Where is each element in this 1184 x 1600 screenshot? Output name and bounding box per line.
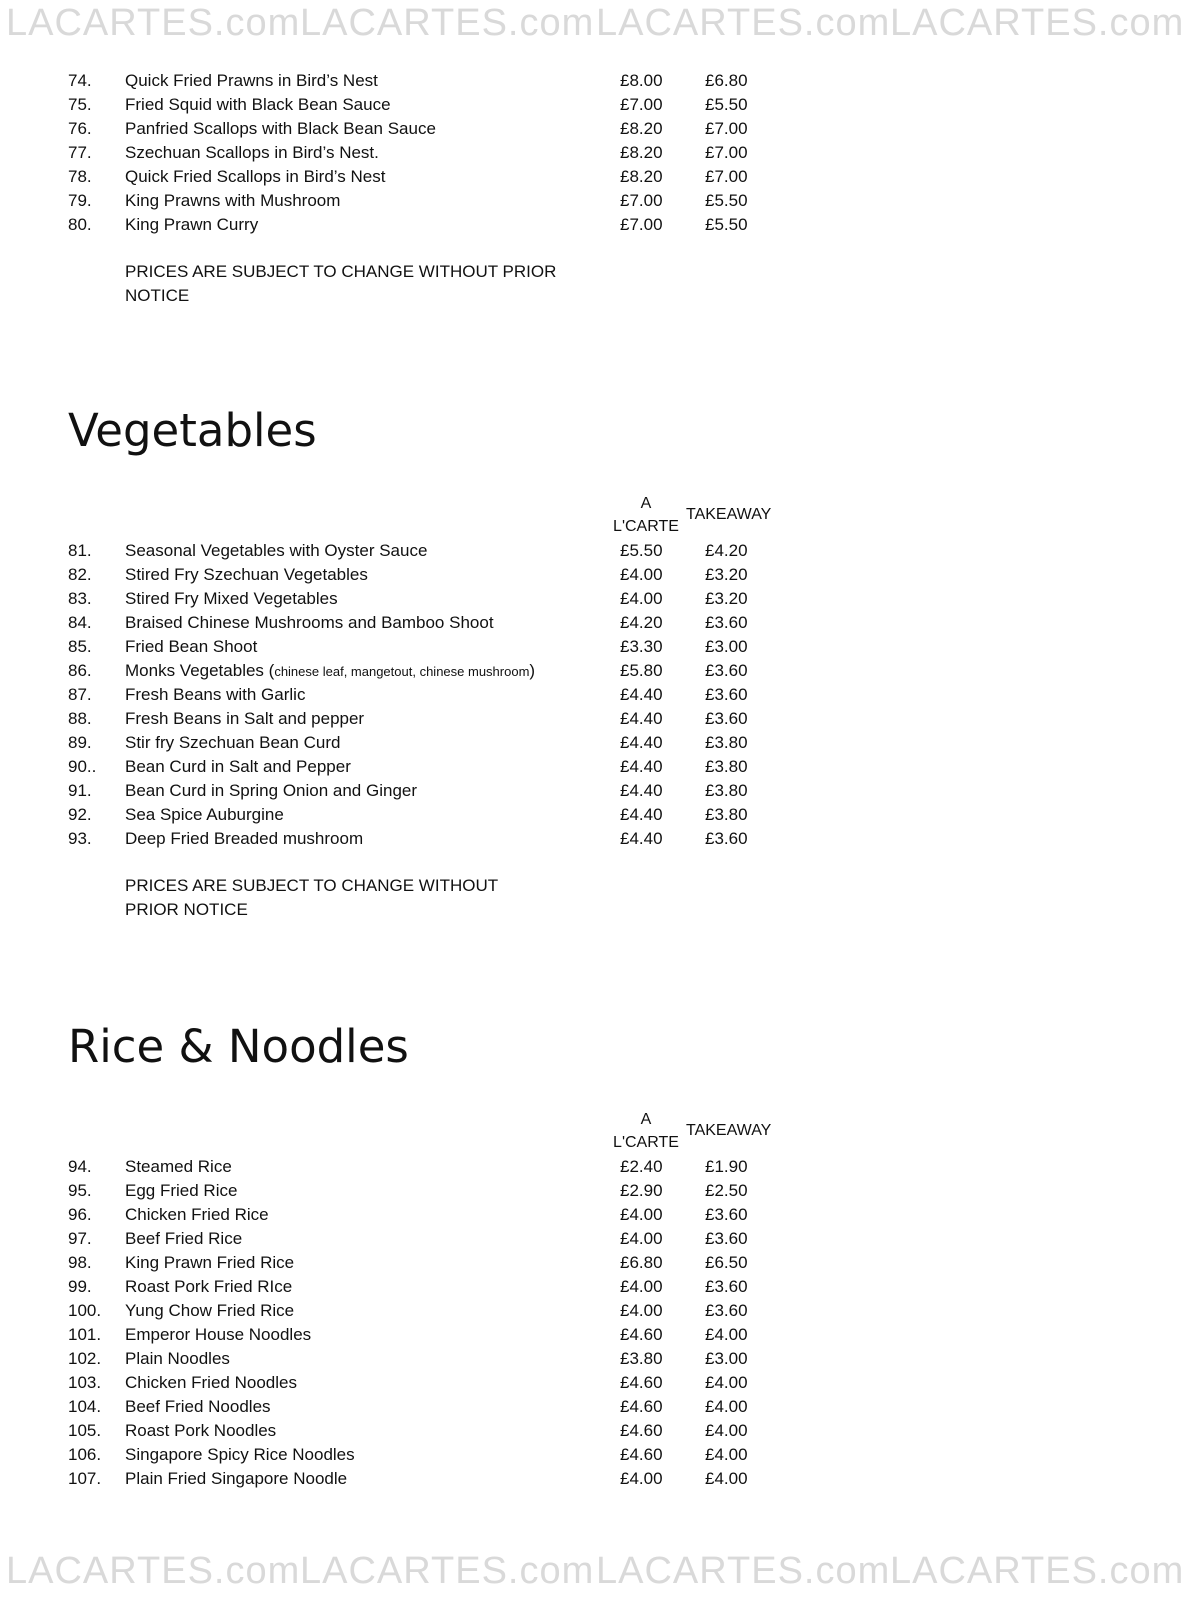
alacarte-price: £4.00: [620, 1301, 663, 1320]
item-name: Beef Fried Noodles: [125, 1397, 271, 1416]
menu-item: [0, 683, 1131, 707]
takeaway-price: £3.80: [705, 733, 748, 752]
watermark-text: LACARTES.com: [890, 2, 1184, 44]
item-number: 92.: [68, 805, 92, 824]
watermark-text: LACARTES.com: [6, 1550, 301, 1592]
item-number: 79.: [68, 191, 92, 210]
menu-item: [0, 117, 1131, 141]
menu-item: [0, 1395, 1131, 1419]
item-name: Fried Squid with Black Bean Sauce: [125, 95, 391, 114]
item-name: Deep Fried Breaded mushroom: [125, 829, 364, 848]
takeaway-price: £3.60: [705, 1205, 748, 1224]
item-number: 103.: [68, 1373, 102, 1392]
item-description: chinese leaf, mangetout, chinese mushroom: [274, 664, 530, 679]
alacarte-price: £4.00: [620, 1229, 663, 1248]
alacarte-price: £4.00: [620, 589, 663, 608]
alacarte-price: £4.60: [620, 1397, 663, 1416]
takeaway-price: £1.90: [705, 1157, 748, 1176]
item-number: 88.: [68, 709, 92, 728]
item-number: 74.: [68, 71, 92, 90]
watermark-text: LACARTES.com: [300, 2, 595, 44]
alacarte-price: £4.00: [620, 1277, 663, 1296]
column-header-line: L'CARTE: [613, 1134, 679, 1151]
item-name: Plain Fried Singapore Noodle: [125, 1469, 348, 1488]
item-name: Quick Fried Prawns in Bird’s Nest: [125, 71, 378, 90]
menu-item: [0, 563, 1131, 587]
takeaway-price: £7.00: [705, 167, 748, 186]
menu-item: [0, 69, 1131, 93]
alacarte-price: £5.80: [620, 661, 663, 680]
alacarte-price: £2.90: [620, 1181, 663, 1200]
section-title-rice-noodles: Rice & Noodles: [68, 1020, 409, 1073]
item-name: Fresh Beans with Garlic: [125, 685, 306, 704]
item-number: 90..: [68, 757, 97, 776]
takeaway-price: £3.60: [705, 661, 748, 680]
takeaway-price: £3.80: [705, 757, 748, 776]
takeaway-price: £3.60: [705, 709, 748, 728]
item-name: King Prawn Fried Rice: [125, 1253, 295, 1272]
watermark-top: [0, 2, 1184, 52]
menu-item: [0, 1467, 1131, 1491]
menu-item: [0, 1179, 1131, 1203]
menu-item: [0, 1251, 1131, 1275]
item-name: Roast Pork Noodles: [125, 1421, 277, 1440]
item-number: 95.: [68, 1181, 92, 1200]
item-name: Steamed Rice: [125, 1157, 232, 1176]
menu-item: [0, 1227, 1131, 1251]
takeaway-price: £3.00: [705, 1349, 748, 1368]
notice-line: PRIOR NOTICE: [125, 900, 248, 919]
column-header-line: A: [640, 495, 652, 512]
item-name: Fresh Beans in Salt and pepper: [125, 709, 365, 728]
item-number: 98.: [68, 1253, 92, 1272]
alacarte-price: £4.40: [620, 805, 663, 824]
item-name: Egg Fried Rice: [125, 1181, 238, 1200]
takeaway-price: £7.00: [705, 119, 748, 138]
item-number: 93.: [68, 829, 92, 848]
item-name: Panfried Scallops with Black Bean Sauce: [125, 119, 436, 138]
item-name: Stired Fry Mixed Vegetables: [125, 589, 338, 608]
alacarte-price: £4.00: [620, 565, 663, 584]
menu-item: [0, 539, 1131, 563]
menu-item: [0, 141, 1131, 165]
column-header-line: A: [640, 1111, 652, 1128]
menu-item: [0, 1323, 1131, 1347]
column-header-line: L'CARTE: [613, 518, 679, 535]
item-name: Bean Curd in Spring Onion and Ginger: [125, 781, 418, 800]
takeaway-price: £3.60: [705, 613, 748, 632]
takeaway-price: £3.00: [705, 637, 748, 656]
alacarte-price: £8.20: [620, 143, 663, 162]
takeaway-price: £5.50: [705, 191, 748, 210]
takeaway-price: £4.00: [705, 1421, 748, 1440]
alacarte-price: £4.40: [620, 733, 663, 752]
item-number: 84.: [68, 613, 92, 632]
menu-item: [0, 1443, 1131, 1467]
item-name: Seasonal Vegetables with Oyster Sauce: [125, 541, 428, 560]
item-name: Fried Bean Shoot: [125, 637, 258, 656]
takeaway-price: £4.00: [705, 1469, 748, 1488]
alacarte-price: £4.20: [620, 613, 663, 632]
menu-item: [0, 803, 1131, 827]
item-name: Plain Noodles: [125, 1349, 230, 1368]
item-number: 87.: [68, 685, 92, 704]
takeaway-price: £5.50: [705, 95, 748, 114]
item-number: 100.: [68, 1301, 102, 1320]
item-number: 89.: [68, 733, 92, 752]
alacarte-price: £6.80: [620, 1253, 663, 1272]
item-number: 91.: [68, 781, 92, 800]
alacarte-price: £2.40: [620, 1157, 663, 1176]
takeaway-price: £4.00: [705, 1325, 748, 1344]
alacarte-price: £4.00: [620, 1205, 663, 1224]
item-number: 106.: [68, 1445, 102, 1464]
item-number: 82.: [68, 565, 92, 584]
item-name: Monks Vegetables (: [125, 661, 275, 680]
menu-item: [0, 1275, 1131, 1299]
item-name: Bean Curd in Salt and Pepper: [125, 757, 351, 776]
item-number: 76.: [68, 119, 92, 138]
column-header-alacarte: [606, 492, 686, 538]
item-number: 85.: [68, 637, 92, 656]
item-number: 102.: [68, 1349, 102, 1368]
item-number: 94.: [68, 1157, 92, 1176]
menu-item: [0, 1203, 1131, 1227]
section-title-vegetables: Vegetables: [68, 404, 317, 457]
alacarte-price: £4.40: [620, 757, 663, 776]
watermark-text: LACARTES.com: [890, 1550, 1184, 1592]
alacarte-price: £4.00: [620, 1469, 663, 1488]
alacarte-price: £7.00: [620, 95, 663, 114]
item-name: King Prawns with Mushroom: [125, 191, 341, 210]
menu-item: [0, 707, 1131, 731]
item-number: 105.: [68, 1421, 102, 1440]
watermark-text: LACARTES.com: [596, 1550, 891, 1592]
menu-item: [0, 213, 1131, 237]
menu-item: [0, 189, 1131, 213]
item-name: Yung Chow Fried Rice: [125, 1301, 295, 1320]
column-header-takeaway: TAKEAWAY: [686, 1122, 772, 1139]
watermark-text: LACARTES.com: [300, 1550, 595, 1592]
takeaway-price: £4.00: [705, 1397, 748, 1416]
takeaway-price: £3.80: [705, 781, 748, 800]
takeaway-price: £3.60: [705, 1301, 748, 1320]
item-number: 77.: [68, 143, 92, 162]
column-header-alacarte: [606, 1108, 686, 1154]
item-number: 83.: [68, 589, 92, 608]
menu-item: [0, 1419, 1131, 1443]
alacarte-price: £7.00: [620, 215, 663, 234]
watermark-bottom: [0, 1550, 1184, 1600]
item-name: Roast Pork Fried RIce: [125, 1277, 293, 1296]
takeaway-price: £3.60: [705, 685, 748, 704]
item-number: 97.: [68, 1229, 92, 1248]
item-name: Quick Fried Scallops in Bird’s Nest: [125, 167, 386, 186]
menu-item: [0, 827, 1131, 851]
item-name-end: ): [529, 661, 536, 680]
alacarte-price: £4.40: [620, 781, 663, 800]
item-name: Stired Fry Szechuan Vegetables: [125, 565, 368, 584]
alacarte-price: £7.00: [620, 191, 663, 210]
menu-item: [0, 1155, 1131, 1179]
menu-item: [0, 1371, 1131, 1395]
takeaway-price: £2.50: [705, 1181, 748, 1200]
menu-item: [0, 93, 1131, 117]
menu-item: [0, 755, 1131, 779]
notice-line: PRICES ARE SUBJECT TO CHANGE WITHOUT: [125, 876, 499, 895]
alacarte-price: £5.50: [620, 541, 663, 560]
item-name: Chicken Fried Noodles: [125, 1373, 297, 1392]
menu-item: [0, 587, 1131, 611]
menu-item: [0, 779, 1131, 803]
item-name-composite: [125, 659, 535, 684]
price-notice: [125, 260, 556, 308]
alacarte-price: £3.80: [620, 1349, 663, 1368]
item-name: Beef Fried Rice: [125, 1229, 243, 1248]
alacarte-price: £4.60: [620, 1421, 663, 1440]
item-number: 96.: [68, 1205, 92, 1224]
menu-item: [0, 165, 1131, 189]
alacarte-price: £4.40: [620, 685, 663, 704]
item-name: Singapore Spicy Rice Noodles: [125, 1445, 355, 1464]
takeaway-price: £3.60: [705, 829, 748, 848]
takeaway-price: £4.00: [705, 1373, 748, 1392]
menu-item: [0, 611, 1131, 635]
item-name: Chicken Fried Rice: [125, 1205, 269, 1224]
item-number: 104.: [68, 1397, 102, 1416]
watermark-text: LACARTES.com: [6, 2, 301, 44]
item-name: King Prawn Curry: [125, 215, 259, 234]
notice-line: NOTICE: [125, 286, 190, 305]
item-name: Sea Spice Auburgine: [125, 805, 284, 824]
item-number: 81.: [68, 541, 92, 560]
item-number: 99.: [68, 1277, 92, 1296]
notice-line: PRICES ARE SUBJECT TO CHANGE WITHOUT PRIOR: [125, 262, 557, 281]
takeaway-price: £6.80: [705, 71, 748, 90]
item-name: Braised Chinese Mushrooms and Bamboo Shoot: [125, 613, 494, 632]
alacarte-price: £4.60: [620, 1325, 663, 1344]
takeaway-price: £5.50: [705, 215, 748, 234]
takeaway-price: £3.60: [705, 1229, 748, 1248]
alacarte-price: £4.60: [620, 1373, 663, 1392]
takeaway-price: £4.20: [705, 541, 748, 560]
takeaway-price: £3.60: [705, 1277, 748, 1296]
column-header-takeaway: TAKEAWAY: [686, 506, 772, 523]
alacarte-price: £8.00: [620, 71, 663, 90]
item-number: 75.: [68, 95, 92, 114]
menu-item: [0, 1347, 1131, 1371]
item-name: Szechuan Scallops in Bird’s Nest.: [125, 143, 379, 162]
alacarte-price: £4.40: [620, 709, 663, 728]
item-number: 107.: [68, 1469, 102, 1488]
takeaway-price: £7.00: [705, 143, 748, 162]
item-number: 78.: [68, 167, 92, 186]
watermark-text: LACARTES.com: [596, 2, 891, 44]
alacarte-price: £4.40: [620, 829, 663, 848]
alacarte-price: £3.30: [620, 637, 663, 656]
item-name: Emperor House Noodles: [125, 1325, 312, 1344]
takeaway-price: £4.00: [705, 1445, 748, 1464]
price-notice: [125, 874, 498, 922]
menu-item: [0, 635, 1131, 659]
alacarte-price: £8.20: [620, 119, 663, 138]
takeaway-price: £6.50: [705, 1253, 748, 1272]
menu-item: [0, 1299, 1131, 1323]
takeaway-price: £3.80: [705, 805, 748, 824]
takeaway-price: £3.20: [705, 565, 748, 584]
item-number: 101.: [68, 1325, 102, 1344]
alacarte-price: £8.20: [620, 167, 663, 186]
takeaway-price: £3.20: [705, 589, 748, 608]
item-name: Stir fry Szechuan Bean Curd: [125, 733, 341, 752]
alacarte-price: £4.60: [620, 1445, 663, 1464]
item-number: 86.: [68, 661, 92, 680]
item-number: 80.: [68, 215, 92, 234]
menu-item: [0, 731, 1131, 755]
menu-item: [0, 659, 1131, 683]
